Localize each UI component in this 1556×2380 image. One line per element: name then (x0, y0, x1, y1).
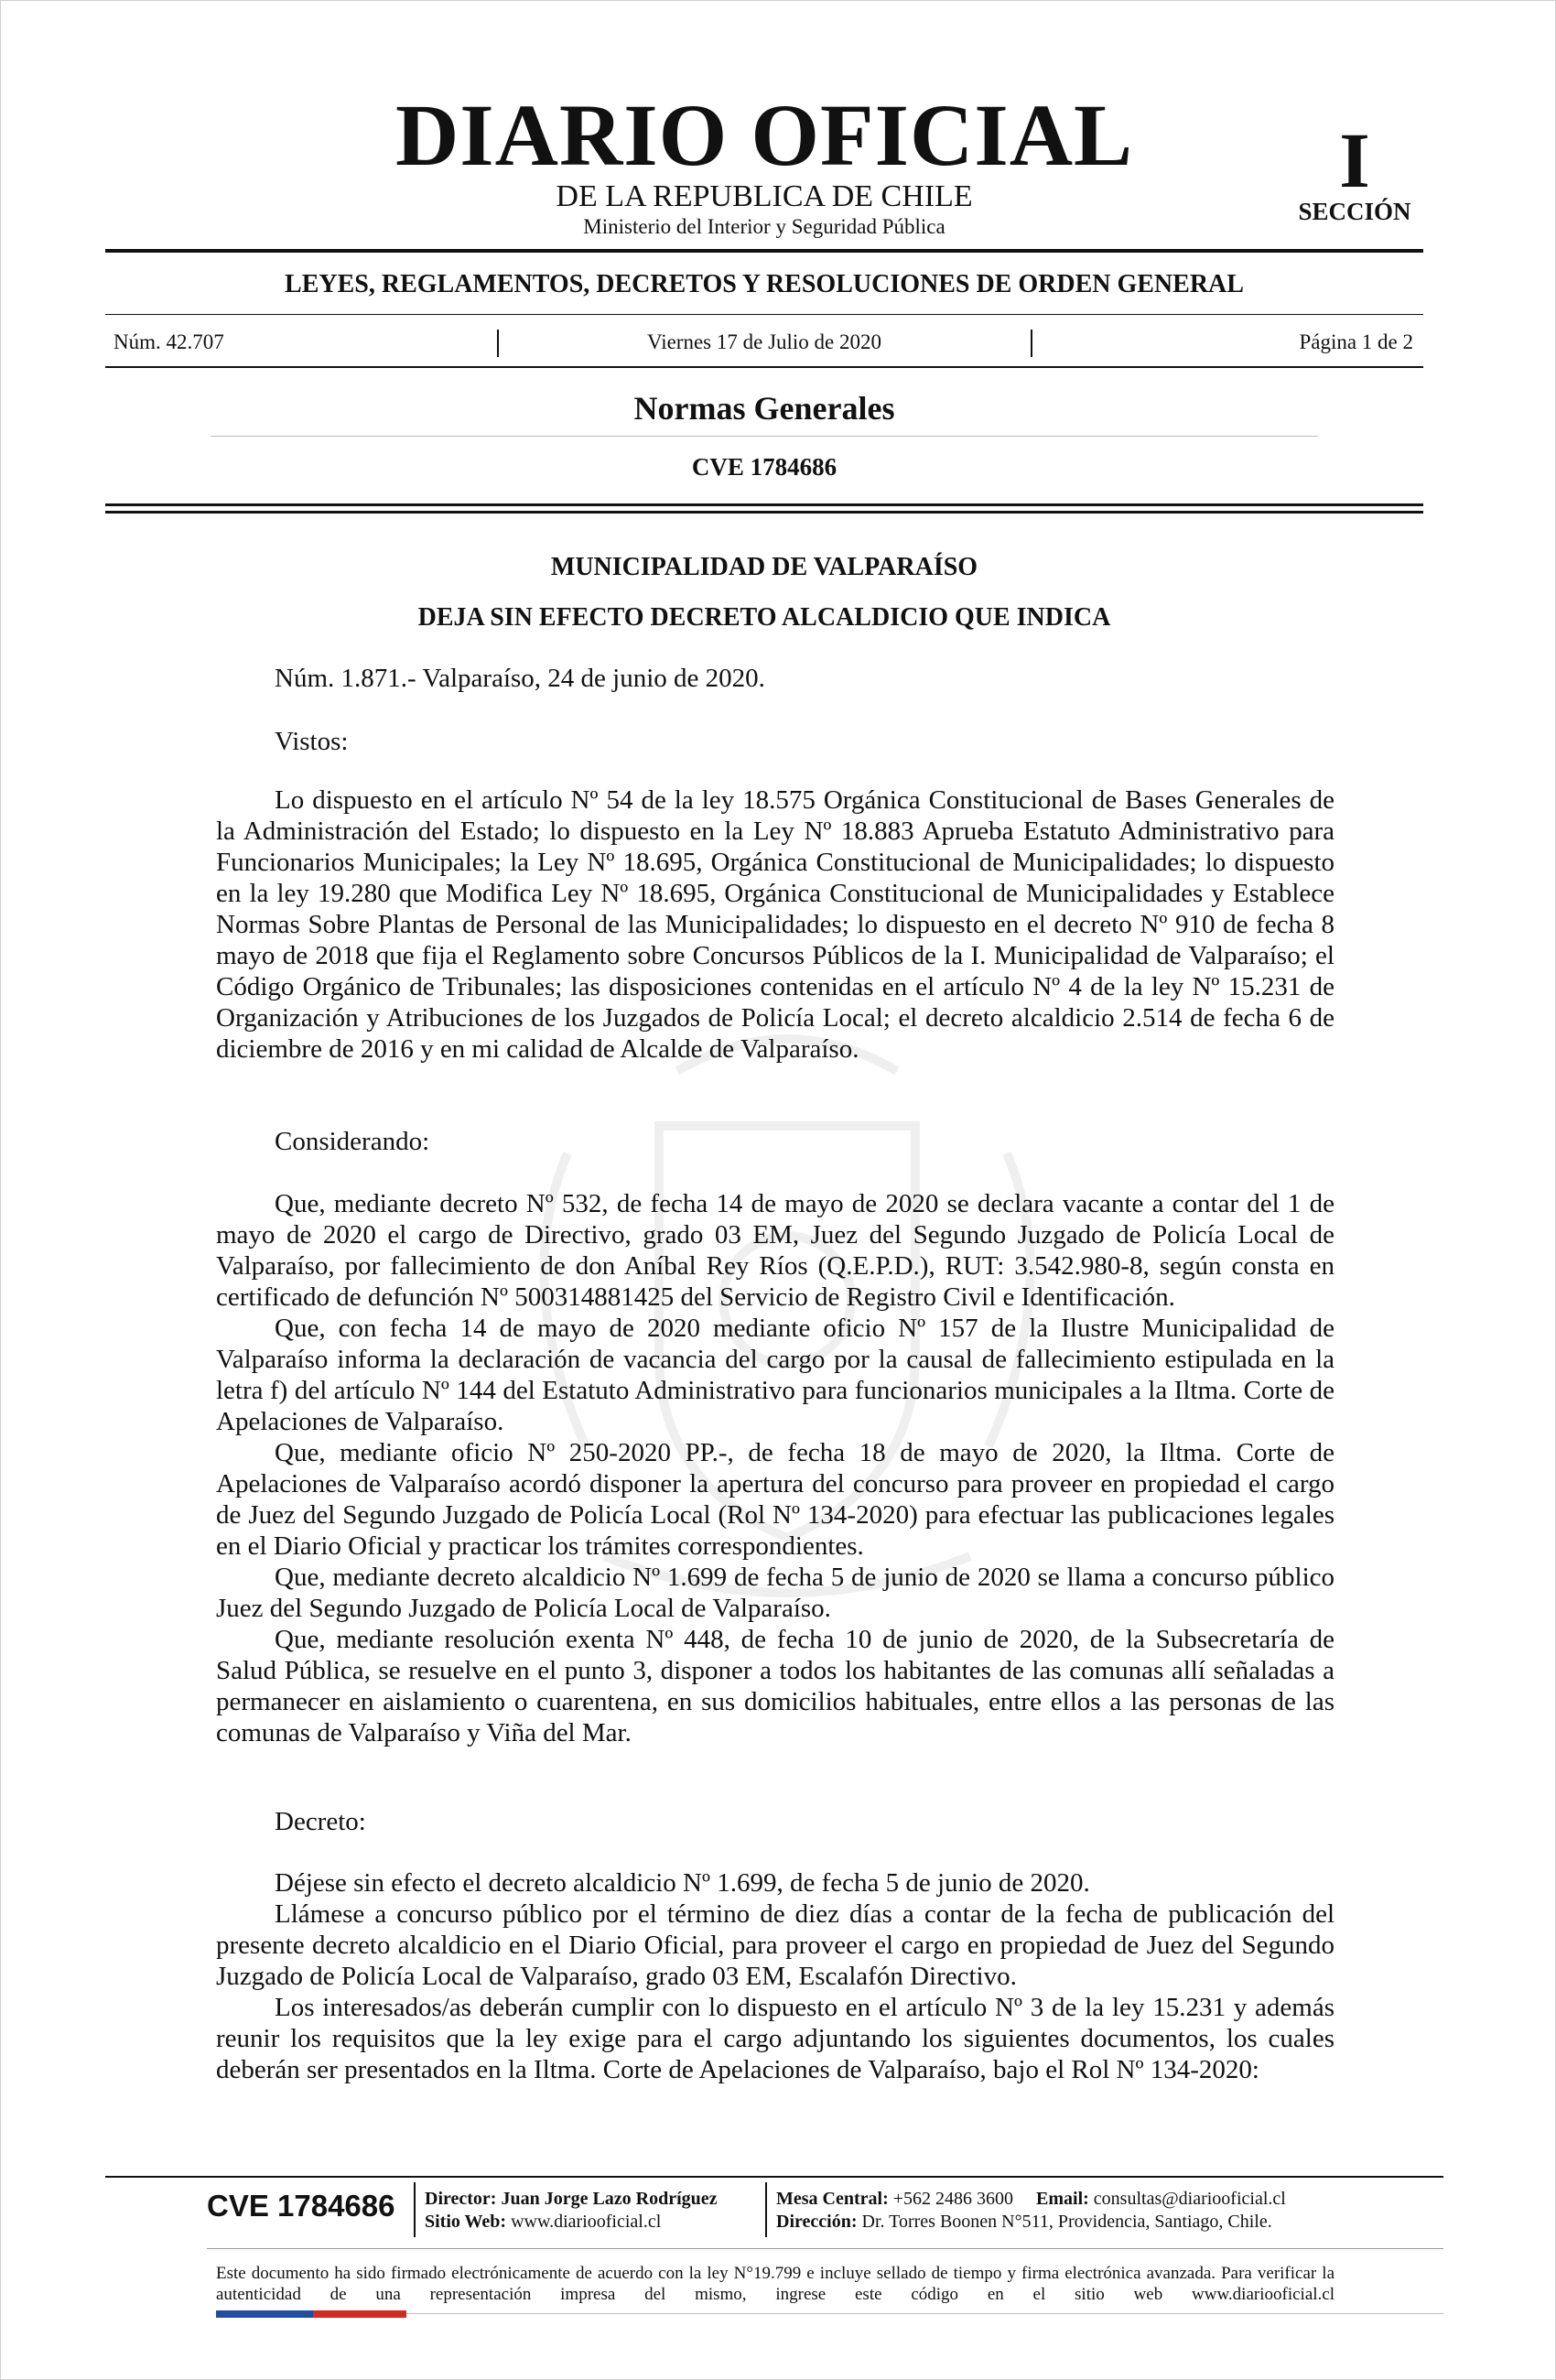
address-text: Dr. Torres Boonen N°511, Providencia, Santiago, Chile. (861, 2212, 1272, 2232)
address-label: Dirección: (776, 2212, 858, 2232)
decreto-paragraph: Llámese a concurso público por el término de diez días a contar de la fecha de publicación del presente decreto alcaldicio en el Diario Oficial, para proveer el cargo en propiedad de Juez del Segundo Juzgado de Policía Local de Valparaíso, grado 03 EM, Escalafón Directivo. (216, 1899, 1334, 1991)
section-numeral: I (1339, 116, 1370, 204)
vistos-label: Vistos: (275, 727, 349, 756)
director-name: Juan Jorge Lazo Rodríguez (501, 2189, 718, 2209)
issue-date: Viernes 17 de Julio de 2020 (646, 330, 882, 353)
flag-stripe-blue (216, 2310, 313, 2318)
header-double-rule (105, 503, 1423, 506)
decreto-paragraph: Los interesados/as deberán cumplir con lo dispuesto en el artículo Nº 3 de la ley 15.231 y además reunir los requisitos que la ley exige para el cargo adjuntando los siguientes documentos, los cuales deberán ser presentados en la Iltma. Corte de Apelaciones de Valparaíso, bajo el Rol Nº 134-2020: (216, 1993, 1334, 2084)
meta-rule (105, 366, 1423, 368)
director-label: Director: (425, 2189, 497, 2209)
section-title-rule (211, 436, 1318, 437)
email-label: Email: (1036, 2189, 1089, 2209)
newspaper-subtitle: DE LA REPUBLICA DE CHILE (556, 179, 973, 213)
website-label: Sitio Web: (425, 2212, 507, 2232)
meta-separator (1031, 330, 1032, 357)
section-label: SECCIÓN (1298, 198, 1411, 225)
meta-separator (497, 330, 499, 357)
category-rule (105, 314, 1423, 315)
document-title: DEJA SIN EFECTO DECRETO ALCALDICIO QUE INDICA (417, 603, 1111, 632)
footer-thin-rule (207, 2248, 1443, 2249)
page-indicator: Página 1 de 2 (1299, 330, 1413, 353)
flag-stripe-red (313, 2310, 406, 2318)
considerando-paragraph: Que, con fecha 14 de mayo de 2020 mediante oficio Nº 157 de la Ilustre Municipalidad de Valparaíso informa la declaración de vacancia del cargo por la causal de fallecimiento estipulada en la letra f) del artículo Nº 144 del Estatuto Administrativo para funcionarios municipales a la Iltma. Corte de Apelaciones de Valparaíso. (216, 1314, 1334, 1436)
decreto-label: Decreto: (275, 1807, 366, 1836)
decree-number-line: Núm. 1.871.- Valparaíso, 24 de junio de 2020. (275, 664, 765, 693)
website-link[interactable]: www.diariooficial.cl (511, 2212, 662, 2232)
considerando-paragraph: Que, mediante decreto alcaldicio Nº 1.699 de fecha 5 de junio de 2020 se llama a concurso público Juez del Segundo Juzgado de Policía Local de Valparaíso. (216, 1563, 1334, 1623)
footer-bottom-rule (406, 2313, 1443, 2314)
decreto-paragraph: Déjese sin efecto el decreto alcaldicio Nº 1.699, de fecha 5 de junio de 2020. (275, 1868, 1090, 1898)
decreto-section (216, 1867, 1334, 2085)
section-title: Normas Generales (633, 390, 895, 427)
footer-director-block (425, 2188, 718, 2234)
footer-rule (105, 2176, 1443, 2178)
ministry-name: Ministerio del Interior y Seguridad Pública (583, 215, 945, 238)
considerando-label: Considerando: (275, 1127, 430, 1156)
header-double-rule (105, 511, 1423, 514)
newspaper-title: DIARIO OFICIAL (394, 86, 1134, 184)
considerando-paragraph: Que, mediante oficio Nº 250-2020 PP.-, de fecha 18 de mayo de 2020, la Iltma. Corte de Apelaciones de Valparaíso acordó disponer la apertura del concurso para proveer en propiedad el cargo de Juez del Segundo Juzgado de Policía Local (Rol Nº 134-2020) para efectuar las publicaciones legales en el Diario Oficial y practicar los trámites correspondientes. (216, 1438, 1334, 1561)
footer-cve-code: CVE 1784686 (207, 2189, 395, 2223)
category-heading: LEYES, REGLAMENTOS, DECRETOS Y RESOLUCIONES DE ORDEN GENERAL (285, 270, 1244, 298)
footer-contact-block (776, 2188, 1286, 2234)
considerando-paragraph: Que, mediante resolución exenta Nº 448, de fecha 10 de junio de 2020, de la Subsecretaría de Salud Pública, se resuelve en el punto 3, disponer a todos los habitantes de las comunas allí señaladas a permanecer en aislamiento o cuarentena, en sus domicilios habituales, entre ellos a las personas de las comunas de Valparaíso y Viña del Mar. (216, 1625, 1334, 1747)
cve-code: CVE 1784686 (691, 453, 837, 481)
footer-separator (414, 2182, 416, 2237)
vistos-text: Lo dispuesto en el artículo Nº 54 de la ley 18.575 Orgánica Constitucional de Bases Generales de la Administración del Estado; lo dispuesto en la Ley Nº 18.883 Aprueba Estatuto Administrativo para Funcionarios Municipales; la Ley Nº 18.695, Orgánica Constitucional de Municipalidades; lo dispuesto en la ley 19.280 que Modifica Ley Nº 18.695, Orgánica Constitucional de Municipalidades y Establece Normas Sobre Plantas de Personal de las Municipalidades; lo dispuesto en el decreto Nº 910 de fecha 8 mayo de 2018 que fija el Reglamento sobre Concursos Públicos de la I. Municipalidad de Valparaíso; el Código Orgánico de Tribunales; las disposiciones contenidas en el artículo Nº 4 de la ley Nº 15.231 de Organización y Atribuciones de los Juzgados de Policía Local; el decreto alcaldicio 2.514 de fecha 6 de diciembre de 2016 y en mi calidad de Alcalde de Valparaíso. (216, 785, 1334, 1064)
phone-label: Mesa Central: (776, 2189, 889, 2209)
institution-heading: MUNICIPALIDAD DE VALPARAÍSO (550, 553, 978, 581)
email-link[interactable]: consultas@diariooficial.cl (1093, 2189, 1286, 2209)
phone-number: +562 2486 3600 (892, 2189, 1014, 2209)
issue-number: Núm. 42.707 (113, 330, 224, 353)
considerando-section (216, 1188, 1334, 1748)
footer-separator (765, 2182, 767, 2237)
electronic-signature-notice: Este documento ha sido firmado electrónicamente de acuerdo con la ley N°19.799 e incluye sellado de tiempo y firma electrónica avanzada. Para verificar la autenticidad de una representación impresa del mismo, ingrese este código en el sitio web www.diariooficial.cl (216, 2264, 1334, 2304)
vistos-paragraph (216, 784, 1334, 1065)
masthead-rule (105, 249, 1423, 253)
considerando-paragraph: Que, mediante decreto Nº 532, de fecha 14 de mayo de 2020 se declara vacante a contar del 1 de mayo de 2020 el cargo de Directivo, grado 03 EM, Juez del Segundo Juzgado de Policía Local de Valparaíso, por fallecimiento de don Aníbal Rey Ríos (Q.E.P.D.), RUT: 3.542.980-8, según consta en certificado de defunción Nº 500314881425 del Servicio de Registro Civil e Identificación. (216, 1189, 1334, 1312)
